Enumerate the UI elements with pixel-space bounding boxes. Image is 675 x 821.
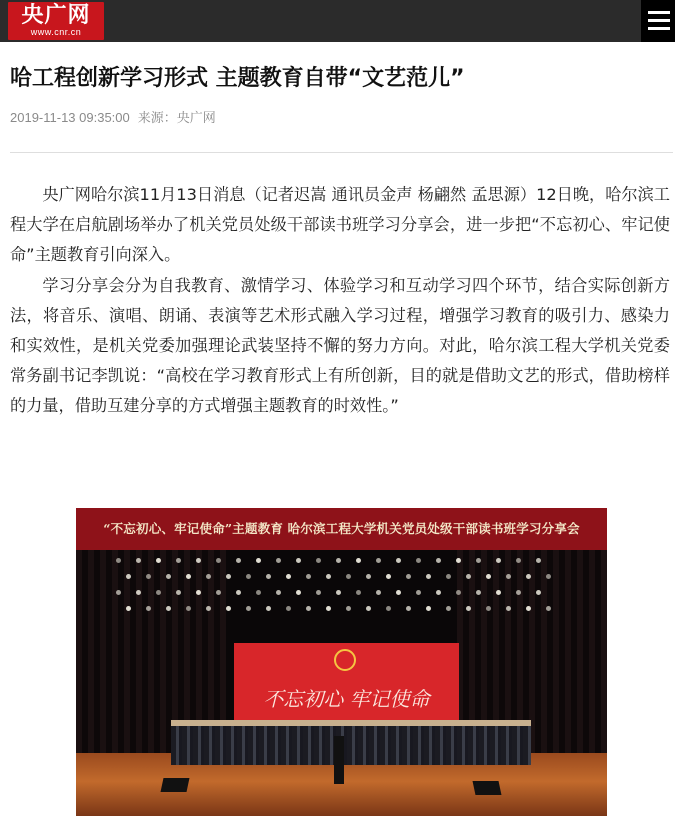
stage-light bbox=[426, 606, 431, 611]
stage-speaker-left bbox=[161, 778, 190, 792]
stage-light bbox=[486, 606, 491, 611]
stage-light bbox=[386, 606, 391, 611]
stage-light bbox=[116, 590, 121, 595]
hamburger-menu-icon[interactable] bbox=[641, 0, 675, 42]
stage-light bbox=[226, 574, 231, 579]
article-title: 哈工程创新学习形式 主题教育自带“文艺范儿” bbox=[10, 66, 465, 91]
stage-light bbox=[186, 574, 191, 579]
stage-light bbox=[196, 590, 201, 595]
divider bbox=[10, 152, 673, 153]
stage-light bbox=[356, 558, 361, 563]
article-meta bbox=[10, 108, 216, 128]
stage-light bbox=[286, 574, 291, 579]
stage-light bbox=[436, 590, 441, 595]
stage-light bbox=[516, 558, 521, 563]
stage-light bbox=[136, 558, 141, 563]
choir-group bbox=[171, 720, 531, 765]
stage-light bbox=[176, 590, 181, 595]
stage-light bbox=[516, 590, 521, 595]
stage-light bbox=[466, 606, 471, 611]
stage-light bbox=[456, 590, 461, 595]
stage-light bbox=[306, 606, 311, 611]
stage-light bbox=[186, 606, 191, 611]
stage-light bbox=[146, 606, 151, 611]
stage-light bbox=[256, 558, 261, 563]
stage-light bbox=[126, 574, 131, 579]
stage-light bbox=[496, 558, 501, 563]
stage-light bbox=[276, 590, 281, 595]
stage-light bbox=[156, 558, 161, 563]
stage-light bbox=[236, 590, 241, 595]
logo-text: 央广网 bbox=[21, 3, 91, 28]
stage-light bbox=[246, 574, 251, 579]
stage-light bbox=[146, 574, 151, 579]
stage-light bbox=[546, 606, 551, 611]
stage-light bbox=[156, 590, 161, 595]
stage-light bbox=[536, 590, 541, 595]
stage-light bbox=[416, 558, 421, 563]
stage-light bbox=[136, 590, 141, 595]
stage-light bbox=[456, 558, 461, 563]
party-emblem-icon bbox=[334, 649, 356, 671]
stage-light bbox=[206, 606, 211, 611]
stage-light bbox=[486, 574, 491, 579]
stage-light bbox=[436, 558, 441, 563]
stage-light bbox=[226, 606, 231, 611]
stage-light bbox=[256, 590, 261, 595]
stage-light bbox=[206, 574, 211, 579]
stage-light bbox=[316, 590, 321, 595]
top-bar bbox=[0, 0, 675, 42]
stage-light bbox=[336, 590, 341, 595]
stage-light bbox=[336, 558, 341, 563]
article-photo[interactable] bbox=[76, 508, 607, 816]
logo-url: www.cnr.cn bbox=[30, 27, 82, 37]
stage-light bbox=[506, 606, 511, 611]
stage-light bbox=[476, 558, 481, 563]
stage-light bbox=[406, 574, 411, 579]
stage-light bbox=[266, 606, 271, 611]
stage-light bbox=[446, 574, 451, 579]
stage-lights bbox=[116, 558, 566, 628]
stage-light bbox=[366, 606, 371, 611]
stage-light bbox=[216, 558, 221, 563]
banner-text: “不忘初心、牢记使命”主题教育 哈尔滨工程大学机关党员处级干部读书班学习分享会 bbox=[103, 521, 580, 536]
stage-light bbox=[166, 606, 171, 611]
paragraph-2: 学习分享会分为自我教育、激情学习、体验学习和互动学习四个环节，结合实际创新方法，将音乐、演唱、朗诵、表演等艺术形式融入学习过程，增强学习教育的吸引力、感染力和实效性，是机关党委加强理论武装坚持不懈的努力方向。对此，哈尔滨工程大学机关党委常务副书记李凯说：“高校在学习教育形式上有所创新，目的就是借助文艺的形式，借助榜样的力量，借助互建分享的方式增强主题教育的时效性。” bbox=[10, 275, 670, 416]
stage-light bbox=[376, 558, 381, 563]
stage-light bbox=[406, 606, 411, 611]
stage-light bbox=[286, 606, 291, 611]
paragraph-1: 央广网哈尔滨11月13日消息（记者迟嵩 通讯员金声 杨翩然 孟思源）12日晚，哈尔滨工程大学在启航剧场举办了机关党员处级干部读书班学习分享会，进一步把“不忘初心、牢记使命”主题教育引向深入。 bbox=[10, 185, 670, 265]
stage-light bbox=[346, 606, 351, 611]
stage-light bbox=[346, 574, 351, 579]
stage-light bbox=[326, 574, 331, 579]
stage-light bbox=[376, 590, 381, 595]
stage-light bbox=[526, 606, 531, 611]
stage-light bbox=[216, 590, 221, 595]
cnr-logo[interactable] bbox=[8, 2, 104, 40]
stage-light bbox=[536, 558, 541, 563]
stage-light bbox=[466, 574, 471, 579]
stage-light bbox=[526, 574, 531, 579]
article-body bbox=[10, 180, 670, 422]
stage-light bbox=[506, 574, 511, 579]
stage-light bbox=[316, 558, 321, 563]
stage-light bbox=[496, 590, 501, 595]
stage-light bbox=[296, 558, 301, 563]
stage-light bbox=[396, 558, 401, 563]
screen-text: 不忘初心 牢记使命 bbox=[263, 687, 430, 711]
conductor-figure bbox=[334, 736, 344, 784]
stage-light bbox=[446, 606, 451, 611]
stage-light bbox=[266, 574, 271, 579]
publish-datetime: 2019-11-13 09:35:00 bbox=[10, 110, 130, 125]
stage-light bbox=[546, 574, 551, 579]
stage-light bbox=[386, 574, 391, 579]
stage-light bbox=[326, 606, 331, 611]
stage-light bbox=[236, 558, 241, 563]
stage-light bbox=[296, 590, 301, 595]
stage-light bbox=[426, 574, 431, 579]
stage-light bbox=[276, 558, 281, 563]
stage-light bbox=[416, 590, 421, 595]
stage-light bbox=[366, 574, 371, 579]
stage-light bbox=[356, 590, 361, 595]
stage-light bbox=[396, 590, 401, 595]
stage-light bbox=[196, 558, 201, 563]
stage-light bbox=[166, 574, 171, 579]
stage-light bbox=[126, 606, 131, 611]
photo-banner bbox=[76, 508, 607, 550]
stage-light bbox=[306, 574, 311, 579]
stage-light bbox=[476, 590, 481, 595]
stage-light bbox=[246, 606, 251, 611]
article-source: 来源：央广网 bbox=[137, 110, 216, 125]
stage-light bbox=[116, 558, 121, 563]
stage-speaker-right bbox=[473, 781, 502, 795]
stage-light bbox=[176, 558, 181, 563]
